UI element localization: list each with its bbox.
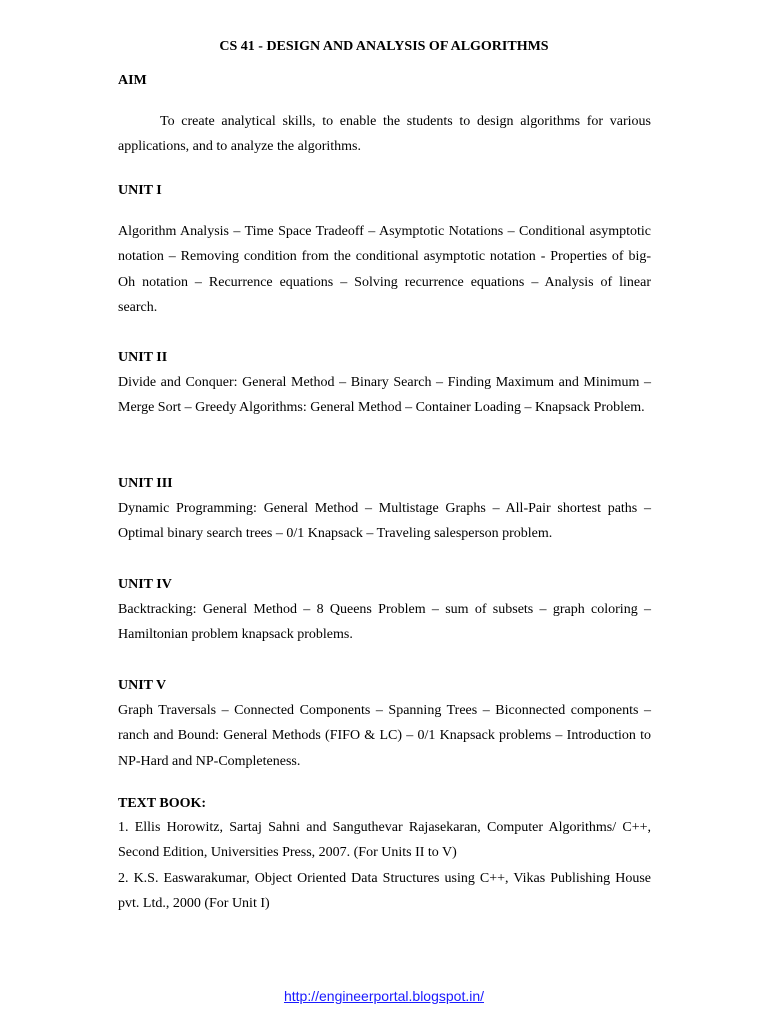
unit-3-heading: UNIT III — [118, 476, 173, 491]
unit-1-heading: UNIT I — [118, 183, 162, 198]
aim-text: To create analytical skills, to enable the students to design algorithms for various applications, and to analyze the algorithms. — [118, 114, 651, 155]
textbook-list — [118, 815, 651, 916]
textbook-heading: TEXT BOOK: — [118, 796, 207, 811]
unit-1-text: Algorithm Analysis – Time Space Tradeoff – Asymptotic Notations – Conditional asymptotic notation – Removing condition from the conditional asymptotic notation - Properties of big-Oh notation – Recurrence equations – Solving recurrence equations – Analysis of linear search. — [118, 224, 651, 315]
textbook-item-1: 1. Ellis Horowitz, Sartaj Sahni and Sanguthevar Rajasekaran, Computer Algorithms/ C++, Second Edition, Universities Press, 2007. (For Units II to V) — [118, 820, 651, 861]
unit-4-heading: UNIT IV — [118, 577, 172, 592]
textbook-item-2: 2. K.S. Easwarakumar, Object Oriented Data Structures using C++, Vikas Publishing House pvt. Ltd., 2000 (For Unit I) — [118, 870, 651, 911]
unit-3-text: Dynamic Programming: General Method – Multistage Graphs – All-Pair shortest paths – Optimal binary search trees – 0/1 Knapsack – Traveling salesperson problem. — [118, 501, 651, 542]
unit-5-heading: UNIT V — [118, 678, 167, 693]
unit-5-text: Graph Traversals – Connected Components – Spanning Trees – Biconnected components – ranch and Bound: General Methods (FIFO & LC) – 0/1 Knapsack problems – Introduction to NP-Hard and NP-Completeness. — [118, 703, 651, 769]
footer — [0, 987, 768, 1005]
aim-heading: AIM — [118, 73, 147, 88]
unit-4-text: Backtracking: General Method – 8 Queens Problem – sum of subsets – graph coloring – Hamiltonian problem knapsack problems. — [118, 602, 651, 643]
unit-2-heading: UNIT II — [118, 350, 168, 365]
footer-link[interactable]: http://engineerportal.blogspot.in/ — [283, 988, 485, 1004]
unit-2-text: Divide and Conquer: General Method – Binary Search – Finding Maximum and Minimum – Merge Sort – Greedy Algorithms: General Method – Container Loading – Knapsack Problem. — [118, 375, 651, 416]
page-title: CS 41 - DESIGN AND ANALYSIS OF ALGORITHMS — [219, 39, 549, 54]
